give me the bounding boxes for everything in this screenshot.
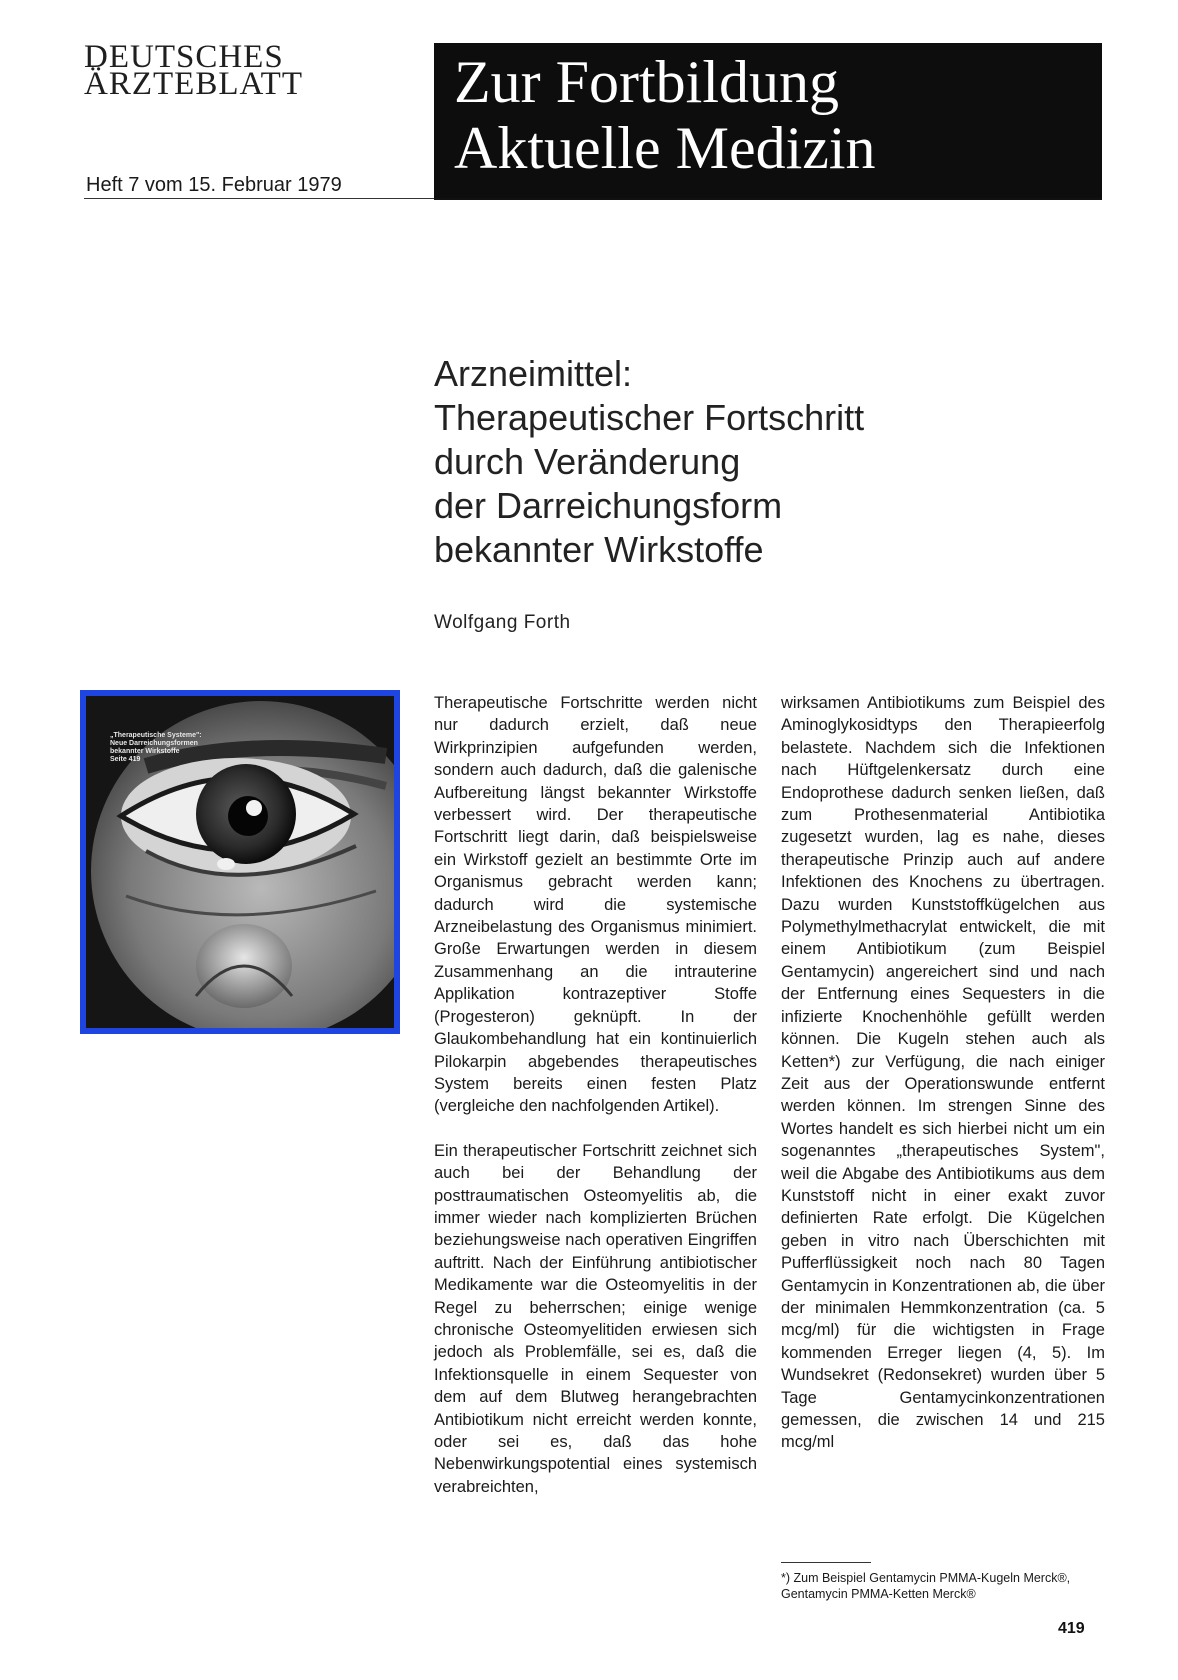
footnote-rule (781, 1562, 871, 1563)
masthead-line-1: DEUTSCHES (84, 39, 284, 75)
banner-line-1: Zur Fortbildung (454, 49, 839, 115)
body-paragraph-1: Therapeutische Fortschritte werden nicht nur dadurch erzielt, daß neue Wirkprinzipien aufgefunden werden, sondern auch dadurch, daß die galenische Aufbereitung längst bekannter Wirkstoffe verbessert wird. Der therapeutische Fortschritt liegt darin, daß beispielsweise ein Wirkstoff gezielt an bestimmte Orte im Organismus gebracht werden kann; dadurch wird die systemische Arzneibelastung des Organismus minimiert. Große Erwartungen werden in diesem Zusammenhang an die intrauterine Applikation kontrazeptiver Stoffe (Progesteron) geknüpft. In der Glaukombehandlung hat ein kontinuierlich Pilokarpin abgebendes therapeutisches System bereits einen festen Platz (vergleiche den nachfolgenden Artikel). (434, 694, 757, 1116)
title-line-4: der Darreichungsform (434, 485, 783, 526)
journal-masthead (84, 39, 303, 102)
title-line-5: bekannter Wirkstoffe (434, 529, 764, 570)
eye-photo-figure (80, 690, 400, 1034)
article-title (434, 352, 864, 572)
figure-caption-line-3: bekannter Wirkstoffe (110, 748, 180, 755)
masthead-line-2: ÄRZTEBLATT (84, 66, 303, 102)
body-column-right (781, 692, 1105, 1476)
figure-caption-line-4: Seite 419 (110, 756, 141, 763)
page-number: 419 (1058, 1620, 1085, 1637)
banner-line-2: Aktuelle Medizin (454, 115, 876, 181)
body-paragraph-3: wirksamen Antibiotikums zum Beispiel des Aminoglykosidtyps den Therapieerfolg belastete. Nachdem sich die Infektionen nach Hüftgelenkersatz durch eine Endoprothese dadurch senken ließen, daß zum Prothesenmaterial Antibiotika zugesetzt wurden, lag es nahe, dieses therapeutische Prinzip auch auf andere Infektionen des Knochens zu übertragen. Dazu wurden Kunststoffkügelchen aus Polymethylmethacrylat entwickelt, die mit einem Antibiotikum (zum Beispiel Gentamycin) angereichert sind und nach der Entfernung eines Sequesters in die infizierte Knochenhöhle gefüllt werden können. Die Kugeln stehen auch als Ketten*) zur Verfügung, die nach einiger Zeit aus der Operationswunde entfernt werden können. Im strengen Sinne des Wortes handelt es sich hierbei nicht um ein sogenanntes „therapeutisches System", weil die Abgabe des Antibiotikums aus dem Kunststoff nicht in einer exakt zuvor definierten Rate erfolgt. Die Kügelchen geben in vitro nach Überschichten mit Pufferflüssigkeit noch nach 80 Tagen Gentamycin in Konzentrationen ab, die über der minimalen Hemmkonzentration (ca. 5 mcg/ml) für die wichtigsten in Frage kommenden Erreger liegen (4, 5). Im Wundsekret (Redonsekret) wurden über 5 Tage Gentamycinkonzentrationen gemessen, die zwischen 14 und 215 mcg/ml (781, 694, 1105, 1452)
title-line-1: Arzneimittel: (434, 353, 633, 394)
title-line-2: Therapeutischer Fortschritt (434, 397, 865, 438)
header-rule-right (434, 198, 1102, 200)
title-line-3: durch Veränderung (434, 441, 741, 482)
header-rule-left (84, 198, 434, 199)
author: Wolfgang Forth (434, 612, 571, 633)
body-column-left (434, 692, 757, 1520)
body-paragraph-2: Ein therapeutischer Fortschritt zeichnet sich auch bei der Behandlung der posttraumatischen Osteomyelitis ab, die immer wieder nach komplizierten Brüchen beziehungsweise nach operativen Eingriffen auftritt. Nach der Einführung antibiotischer Medikamente war die Osteomyelitis in der Regel zu beherrschen; einige wenige chronische Osteomyelitiden erwiesen sich jedoch als Problemfälle, sei es, daß die Infektionsquelle in einem Sequester von dem auf dem Blutweg herangebrachten Antibiotikum nicht erreicht werden konnte, oder sei es, daß das hohe Nebenwirkungspotential eines systemisch verabreichten, (434, 1141, 757, 1496)
section-banner (434, 43, 1102, 198)
issue-date: Heft 7 vom 15. Februar 1979 (86, 174, 342, 196)
figure-caption-line-1: „Therapeutische Systeme": (110, 732, 202, 739)
figure-caption-line-2: Neue Darreichungsformen (110, 740, 198, 747)
banner-text (454, 49, 876, 181)
figure-caption (110, 732, 202, 764)
footnote: *) Zum Beispiel Gentamycin PMMA-Kugeln Merck®, Gentamycin PMMA-Ketten Merck® (781, 1571, 1071, 1601)
